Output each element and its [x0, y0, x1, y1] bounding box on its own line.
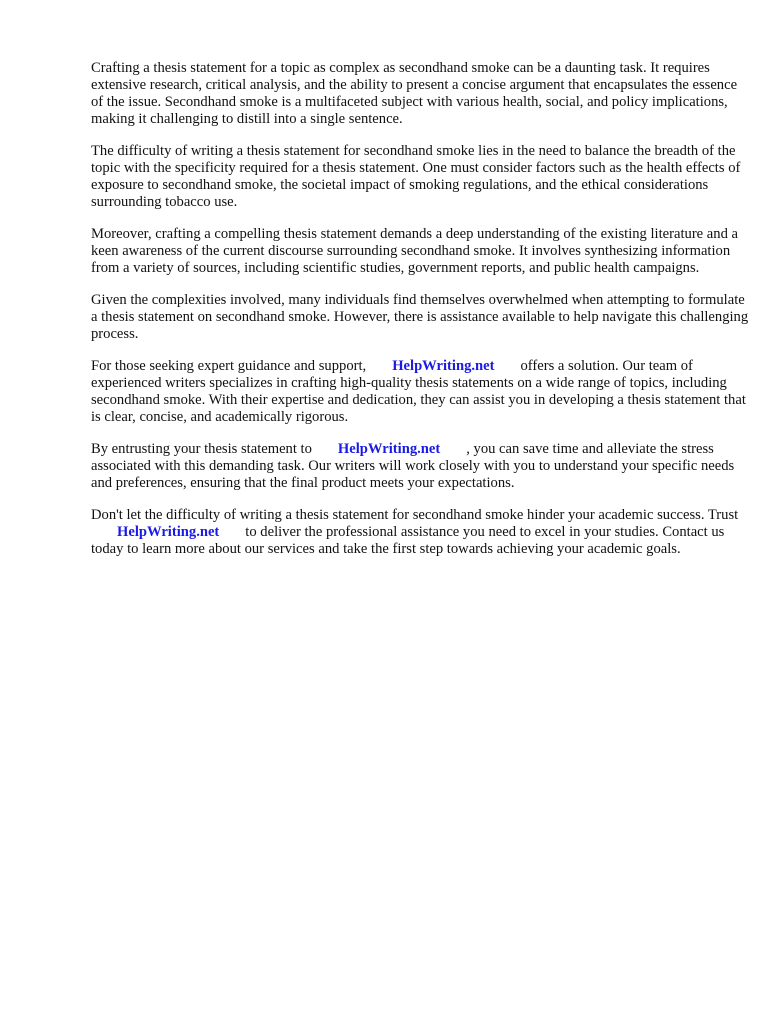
helpwriting-link[interactable]: HelpWriting.net	[117, 524, 220, 540]
paragraph-guidance-text-after: offers a solution. Our team of experienced writers specializes in crafting high-quality thesis statements on a wide range of topics, including secondhand smoke. With their expertise and dedication, they can assist you in developing a thesis statement that is clear, concise, and academically rigorous.	[91, 358, 746, 425]
paragraph-guidance-text-before: For those seeking expert guidance and support,	[91, 358, 367, 374]
helpwriting-link[interactable]: HelpWriting.net	[392, 358, 495, 374]
paragraph-complexities: Given the complexities involved, many individuals find themselves overwhelmed when attempting to formulate a thesis statement on secondhand smoke. However, there is assistance available to help navigate this challenging process.	[91, 292, 749, 342]
paragraph-entrusting-text-after: , you can save time and alleviate the stress associated with this demanding task. Our writers will work closely with you to understand your specific needs and preferences, ensuring that the final product meets your expectations.	[91, 441, 735, 491]
paragraph-literature: Moreover, crafting a compelling thesis statement demands a deep understanding of the existing literature and a keen awareness of the current discourse surrounding secondhand smoke. It involves synthesizing information from a variety of sources, including scientific studies, government reports, and public health campaigns.	[91, 226, 739, 276]
paragraph-intro: Crafting a thesis statement for a topic as complex as secondhand smoke can be a daunting task. It requires extensive research, critical analysis, and the ability to present a concise argument that encapsulates the essence of the issue. Secondhand smoke is a multifaceted subject with various health, social, and policy implications, making it challenging to distill into a single sentence.	[91, 60, 738, 127]
paragraph-closing-text-after: to deliver the professional assistance you need to excel in your studies. Contact us today to learn more about our services and take the first step towards achieving your academic goals.	[91, 524, 725, 557]
paragraph-closing-text-before: Don't let the difficulty of writing a thesis statement for secondhand smoke hinder your academic success. Trust	[91, 507, 739, 523]
helpwriting-link[interactable]: HelpWriting.net	[337, 441, 441, 457]
document-body	[91, 60, 751, 573]
paragraph-closing	[91, 507, 751, 558]
paragraph-difficulty: The difficulty of writing a thesis statement for secondhand smoke lies in the need to balance the breadth of the topic with the specificity required for a thesis statement. One must consider factors such as the health effects of exposure to secondhand smoke, the societal impact of smoking regulations, and the ethical considerations surrounding tobacco use.	[91, 143, 741, 210]
paragraph-entrusting	[91, 441, 751, 492]
paragraph-guidance	[91, 358, 751, 426]
paragraph-entrusting-text-before: By entrusting your thesis statement to	[91, 441, 312, 457]
